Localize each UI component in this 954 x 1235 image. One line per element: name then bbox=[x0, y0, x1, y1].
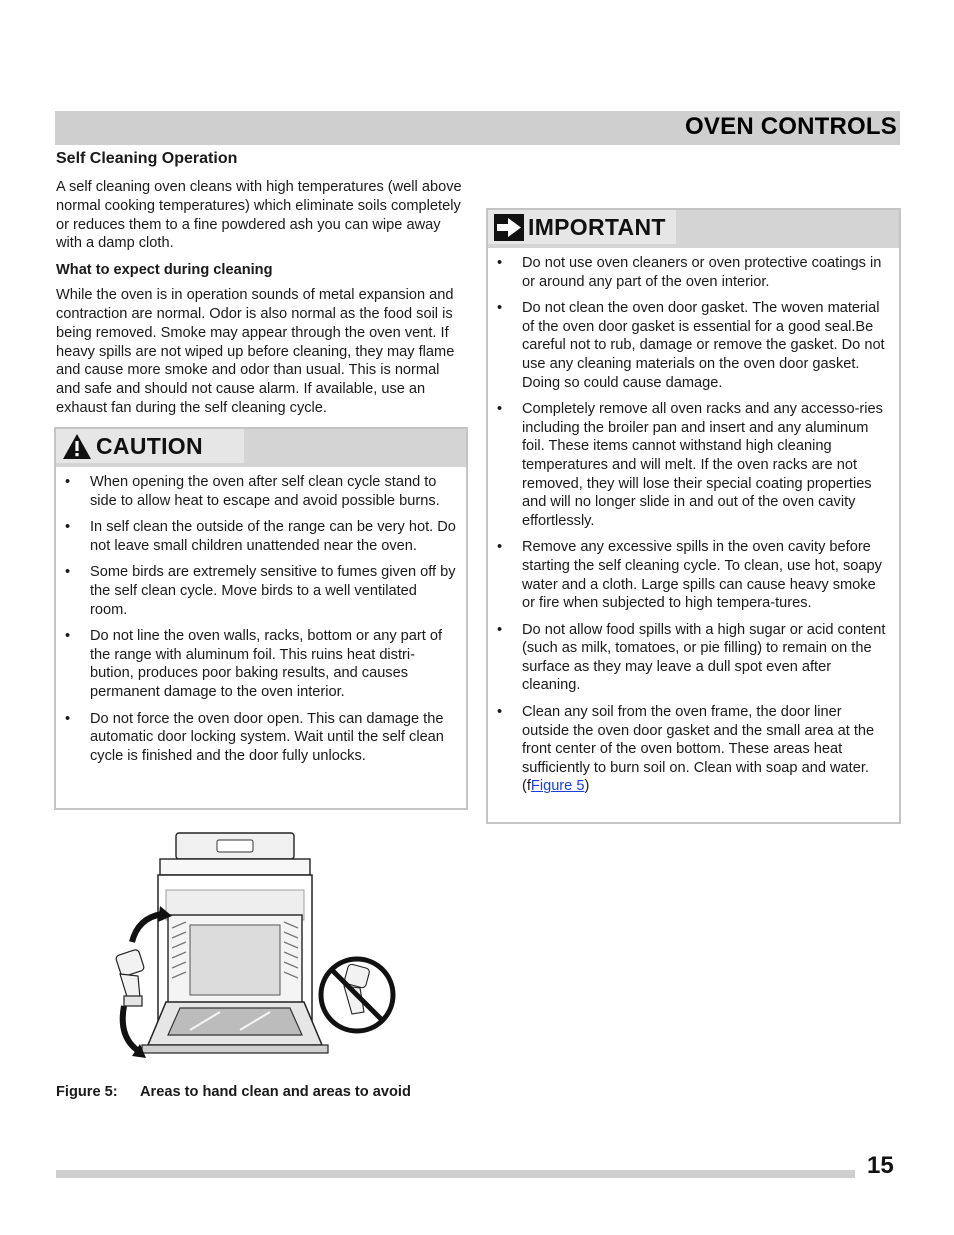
list-item-text: When opening the oven after self clean cycle stand to side to allow heat to escape and avoid possible burns. bbox=[90, 474, 440, 509]
list-item: • Do not use oven cleaners or oven protective coatings in or around any part of the oven interior. bbox=[497, 255, 882, 290]
section-title: Self Cleaning Operation bbox=[56, 150, 238, 167]
important-list bbox=[488, 248, 899, 796]
list-item-text: Do not line the oven walls, racks, bottom or any part of the range with aluminum foil. This ruins heat distri-bution, produces poor baking results, and causes permanent damage to the oven interior. bbox=[90, 628, 443, 700]
oven-illustration bbox=[110, 830, 410, 1065]
intro-paragraph: A self cleaning oven cleans with high temperatures (well above normal cooking temperatures) which eliminate soils completely or reduces them to a fine powdered ash you can wipe away with a damp cloth. bbox=[56, 179, 462, 252]
figure-caption-text: Areas to hand clean and areas to avoid bbox=[140, 1084, 411, 1100]
figure-caption bbox=[56, 1084, 411, 1100]
list-item: • Remove any excessive spills in the oven cavity before starting the self cleaning cycle. To clean, use hot, soapy water and a cloth. Large spills can cause heavy smoke or fire when subjected to high tempera-tures. bbox=[497, 539, 882, 612]
caution-tab bbox=[56, 429, 244, 463]
list-item: • Do not force the oven door open. This can damage the automatic door locking system. Wait until the self clean cycle is finished and the door fully unlocks. bbox=[65, 710, 444, 764]
list-item-text-close: ) bbox=[584, 778, 590, 795]
list-item: • When opening the oven after self clean cycle stand to side to allow heat to escape and avoid possible burns. bbox=[65, 474, 440, 509]
list-item: • In self clean the outside of the range can be very hot. Do not leave small children unattended near the oven. bbox=[65, 519, 456, 554]
list-item-text: In self clean the outside of the range can be very hot. Do not leave small children unattended near the oven. bbox=[90, 519, 456, 554]
list-item-text bbox=[522, 704, 874, 794]
list-item: • Do not allow food spills with a high sugar or acid content (such as milk, tomatoes, or pie filling) to remain on the surface as they may leave a dull spot even after cleaning. bbox=[497, 621, 886, 694]
caution-box bbox=[54, 427, 468, 810]
figure-number: Figure 5: bbox=[56, 1084, 118, 1100]
self-cleaning-section bbox=[56, 150, 466, 427]
expect-paragraph: While the oven is in operation sounds of metal expansion and contraction are normal. Odor is also normal as the food soil is being removed. Smoke may appear through the oven vent. If heavy spills are not wiped up before cleaning, they may flame and cause more smoke and odor than usual. This is normal and safe and should not cause alarm. If available, use an exhaust fan during the self cleaning cycle. bbox=[56, 287, 455, 416]
list-item-text: Do not use oven cleaners or oven protective coatings in or around any part of the oven interior. bbox=[522, 255, 882, 290]
caution-list bbox=[56, 467, 466, 765]
list-item: • Do not clean the oven door gasket. The woven material of the oven door gasket is essential for a good seal.Be careful not to rub, damage or remove the gasket. Do not use any cleaning materials on the oven door gasket. Doing so could cause damage. bbox=[497, 300, 885, 391]
list-item-text: Some birds are extremely sensitive to fumes given off by the self clean cycle. Move birds to a well ventilated room. bbox=[90, 564, 456, 618]
section-header-band bbox=[55, 111, 900, 145]
figure-5-link[interactable]: Figure 5 bbox=[530, 778, 585, 795]
important-tab bbox=[488, 210, 676, 244]
page-title: OVEN CONTROLS bbox=[685, 113, 897, 140]
list-item-text-body: Clean any soil from the oven frame, the door liner outside the oven door gasket and the small area at the front center of the oven bottom. These areas heat sufficiently to burn soil on. Clean with soap and water. (f bbox=[522, 704, 875, 795]
footer-bar bbox=[56, 1170, 855, 1178]
caution-header bbox=[56, 429, 466, 467]
list-item-text: Do not force the oven door open. This can damage the automatic door locking system. Wait until the self clean cycle is finished and the door fully unlocks. bbox=[90, 710, 444, 764]
arrow-right-icon bbox=[494, 214, 524, 241]
list-item: • Some birds are extremely sensitive to fumes given off by the self clean cycle. Move birds to a well ventilated room. bbox=[65, 564, 456, 618]
list-item-text: Do not allow food spills with a high sugar or acid content (such as milk, tomatoes, or pie filling) to remain on the surface as they may leave a dull spot even after cleaning. bbox=[522, 621, 886, 694]
list-item-text: Do not clean the oven door gasket. The woven material of the oven door gasket is essential for a good seal.Be careful not to rub, damage or remove the gasket. Do not use any cleaning materials on the oven door gasket. Doing so could cause damage. bbox=[522, 300, 885, 391]
warning-triangle-icon bbox=[62, 433, 92, 460]
subsection-title: What to expect during cleaning bbox=[56, 262, 273, 279]
important-box bbox=[486, 208, 901, 824]
list-item: • Do not line the oven walls, racks, bottom or any part of the range with aluminum foil. This ruins heat distri-bution, produces poor baking results, and causes permanent damage to the oven interior. bbox=[65, 628, 443, 700]
list-item: • Clean any soil from the oven frame, the door liner outside the oven door gasket and the small area at the front center of the oven bottom. These areas heat sufficiently to burn soil on. Clean with soap and water. (fFigure 5) bbox=[497, 704, 875, 795]
page-number: 15 bbox=[867, 1152, 894, 1179]
list-item-text: Remove any excessive spills in the oven cavity before starting the self cleaning cycle. To clean, use hot, soapy water and a cloth. Large spills can cause heavy smoke or fire when subjected to high tempera-tures. bbox=[522, 539, 882, 612]
important-header bbox=[488, 210, 899, 248]
caution-label: CAUTION bbox=[96, 432, 203, 459]
important-label: IMPORTANT bbox=[528, 213, 666, 240]
list-item-text: Completely remove all oven racks and any accesso-ries including the broiler pan and insert and any aluminum foil. These items cannot withstand high cleaning temperatures and will melt. If the oven racks are not removed, they will lose their special coating properties and will no longer slide in and out of the oven cavity effortlessly. bbox=[522, 401, 883, 529]
list-item: • Completely remove all oven racks and any accesso-ries including the broiler pan and insert and any aluminum foil. These items cannot withstand high cleaning temperatures and will melt. If the oven racks are not removed, they will lose their special coating properties and will no longer slide in and out of the oven cavity effortlessly. bbox=[497, 401, 883, 529]
